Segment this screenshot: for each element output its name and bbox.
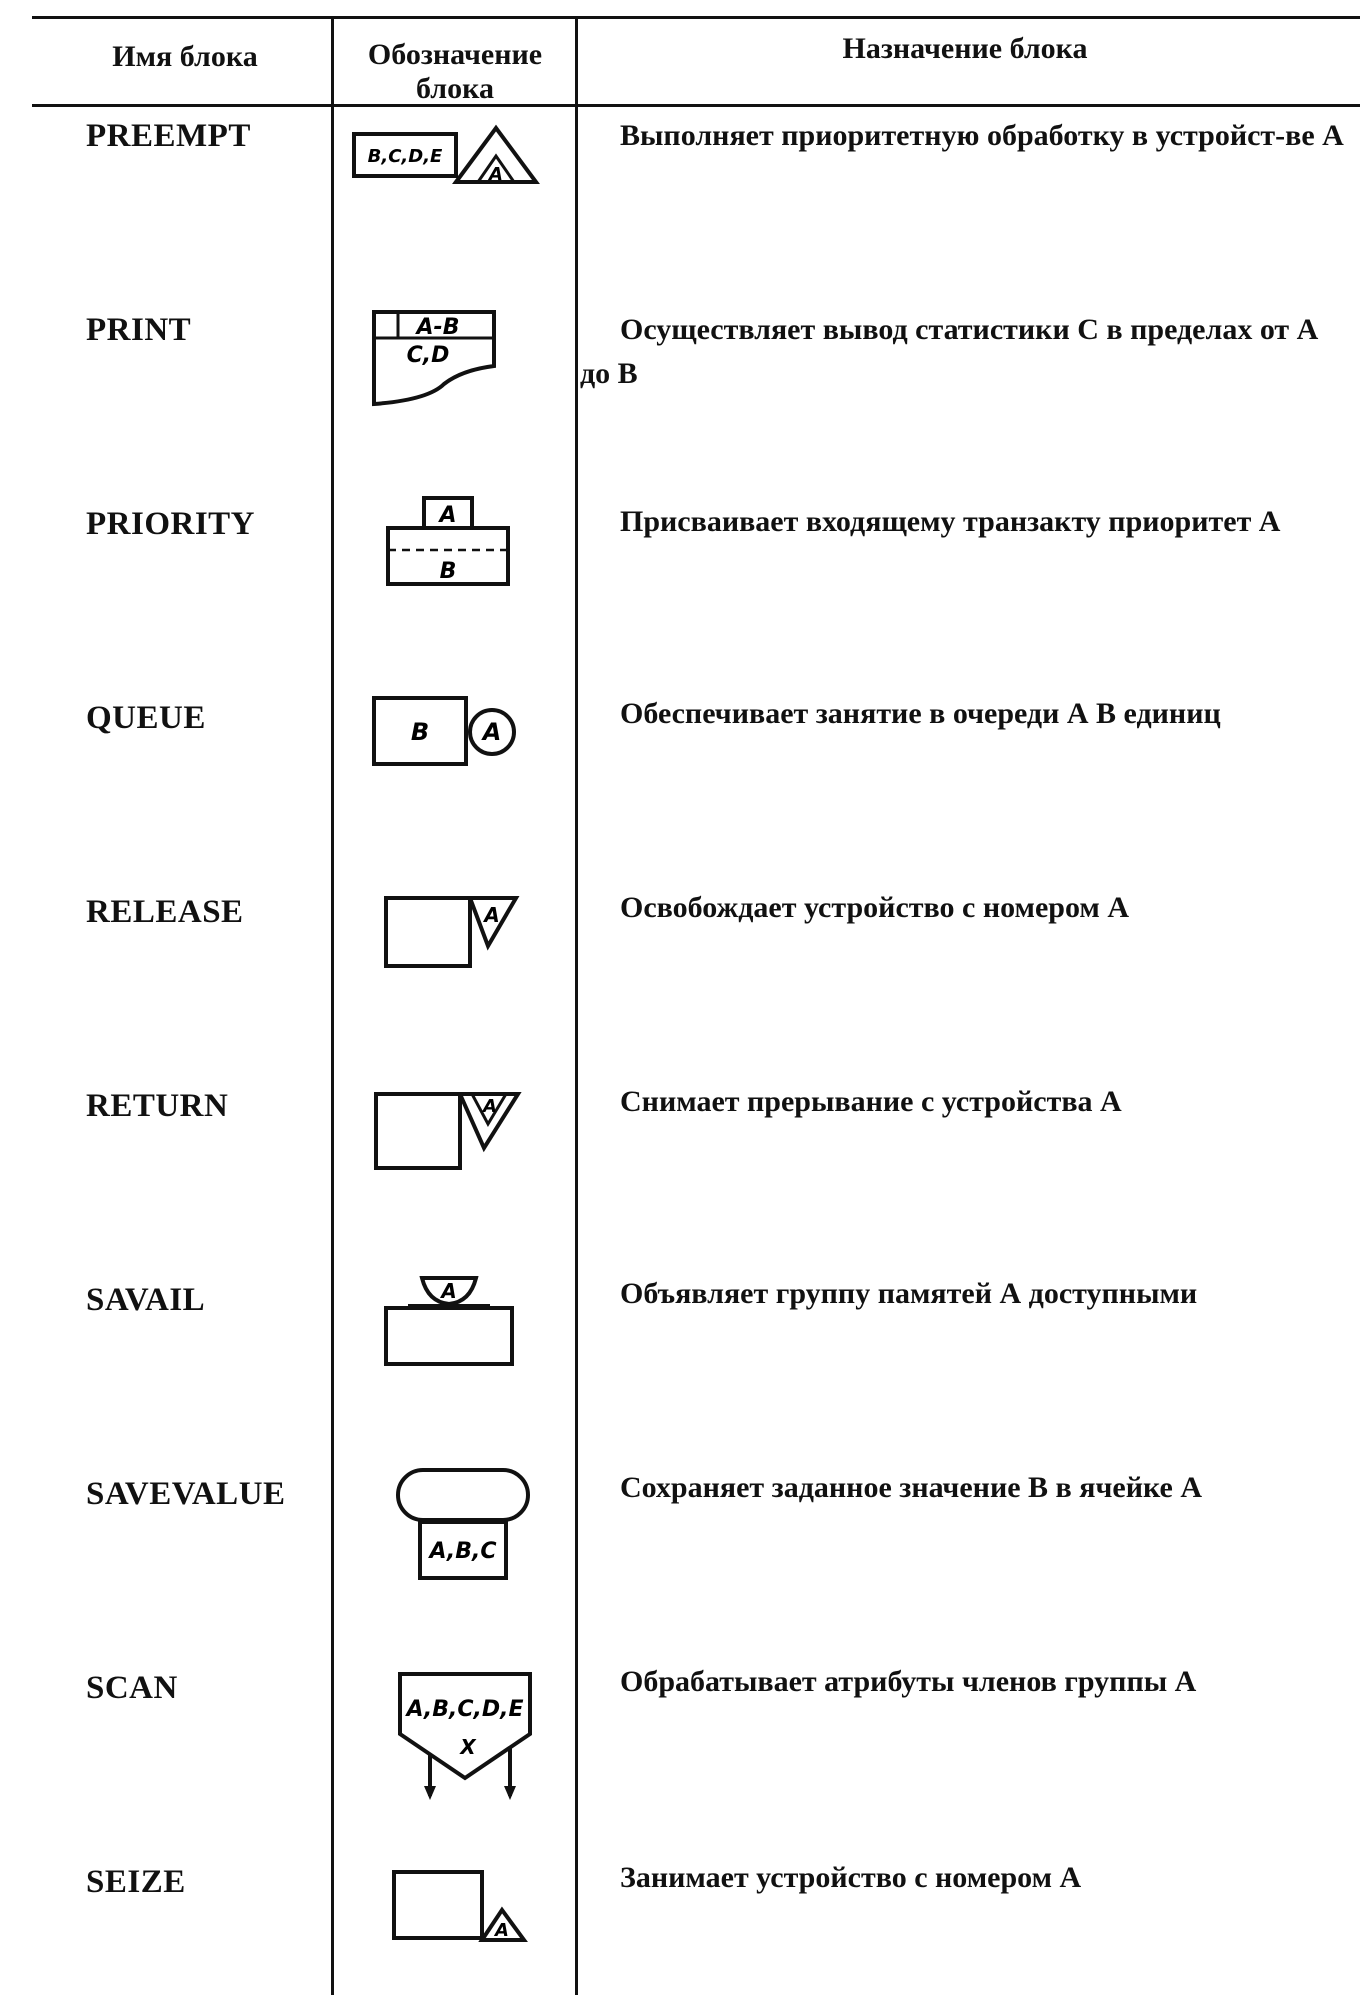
column-divider-2 — [575, 16, 578, 1995]
block-name-priority: PRIORITY — [86, 506, 256, 542]
block-purpose-release: Освобождает устройство с номером А — [620, 891, 1129, 924]
block-name-release: RELEASE — [86, 894, 244, 930]
symbol-label-savail: A — [441, 1279, 457, 1303]
block-purpose-priority: Присваивает входящему транзакту приоритет А — [620, 505, 1281, 538]
scan-block-icon — [396, 1668, 536, 1808]
header-bottom-rule — [32, 104, 1360, 107]
symbol-label-queue-2: A — [482, 718, 502, 746]
block-purpose-return: Снимает прерывание с устройства А — [620, 1085, 1122, 1118]
symbol-label-priority-1: A — [439, 503, 457, 528]
block-purpose-seize: Занимает устройство с номером А — [620, 1861, 1082, 1894]
block-purpose-queue: Обеспечивает занятие в очереди А В единиц — [620, 697, 1221, 730]
symbol-label-scan-2: X — [460, 1735, 476, 1759]
symbol-label-seize: A — [495, 1920, 509, 1941]
symbol-label-release: A — [484, 903, 500, 927]
symbol-label-print-1: A-B — [416, 315, 460, 340]
savail-block-icon — [382, 1274, 522, 1370]
symbol-label-scan-1: A,B,C,D,E — [406, 1697, 524, 1722]
symbol-label-queue-1: B — [410, 718, 430, 746]
block-name-preempt: PREEMPT — [86, 118, 251, 154]
release-block-icon — [382, 892, 522, 972]
symbol-label-preempt-2: A — [489, 164, 503, 185]
print-block-icon — [372, 308, 502, 408]
symbol-label-savevalue: A,B,C — [429, 1539, 497, 1564]
block-purpose-preempt: Выполняет приоритетную обработку в устройст-ве А — [620, 119, 1344, 152]
header-block-name: Имя блока — [112, 40, 258, 73]
symbol-label-return: A — [483, 1096, 497, 1117]
symbol-label-print-2: C,D — [406, 343, 450, 368]
block-name-savevalue: SAVEVALUE — [86, 1476, 286, 1512]
block-purpose-print: Осуществляет вывод статистики С в пределах от А до В — [580, 313, 1319, 390]
block-purpose-scan: Обрабатывает атрибуты членов группы А — [620, 1665, 1197, 1698]
symbol-label-priority-2: B — [439, 559, 457, 584]
column-divider-1 — [331, 16, 334, 1995]
symbol-label-preempt-1: B,C,D,E — [367, 146, 443, 167]
seize-block-icon — [390, 1868, 540, 1958]
return-block-icon — [372, 1088, 522, 1178]
block-name-savail: SAVAIL — [86, 1282, 206, 1318]
block-name-print: PRINT — [86, 312, 192, 348]
block-name-seize: SEIZE — [86, 1864, 186, 1900]
block-name-queue: QUEUE — [86, 700, 206, 736]
header-block-symbol: Обозначение блока — [367, 38, 543, 105]
block-name-return: RETURN — [86, 1088, 229, 1124]
savevalue-block-icon — [394, 1466, 534, 1586]
priority-block-icon — [384, 494, 514, 590]
preempt-block-icon — [352, 120, 552, 190]
block-purpose-savail: Объявляет группу памятей А доступными — [620, 1277, 1198, 1310]
header-block-purpose: Назначение блока — [842, 32, 1088, 65]
block-purpose-savevalue: Сохраняет заданное значение В в ячейке А — [620, 1471, 1203, 1504]
table-top-rule — [32, 16, 1360, 19]
queue-block-icon — [370, 694, 520, 774]
block-name-scan: SCAN — [86, 1670, 178, 1706]
